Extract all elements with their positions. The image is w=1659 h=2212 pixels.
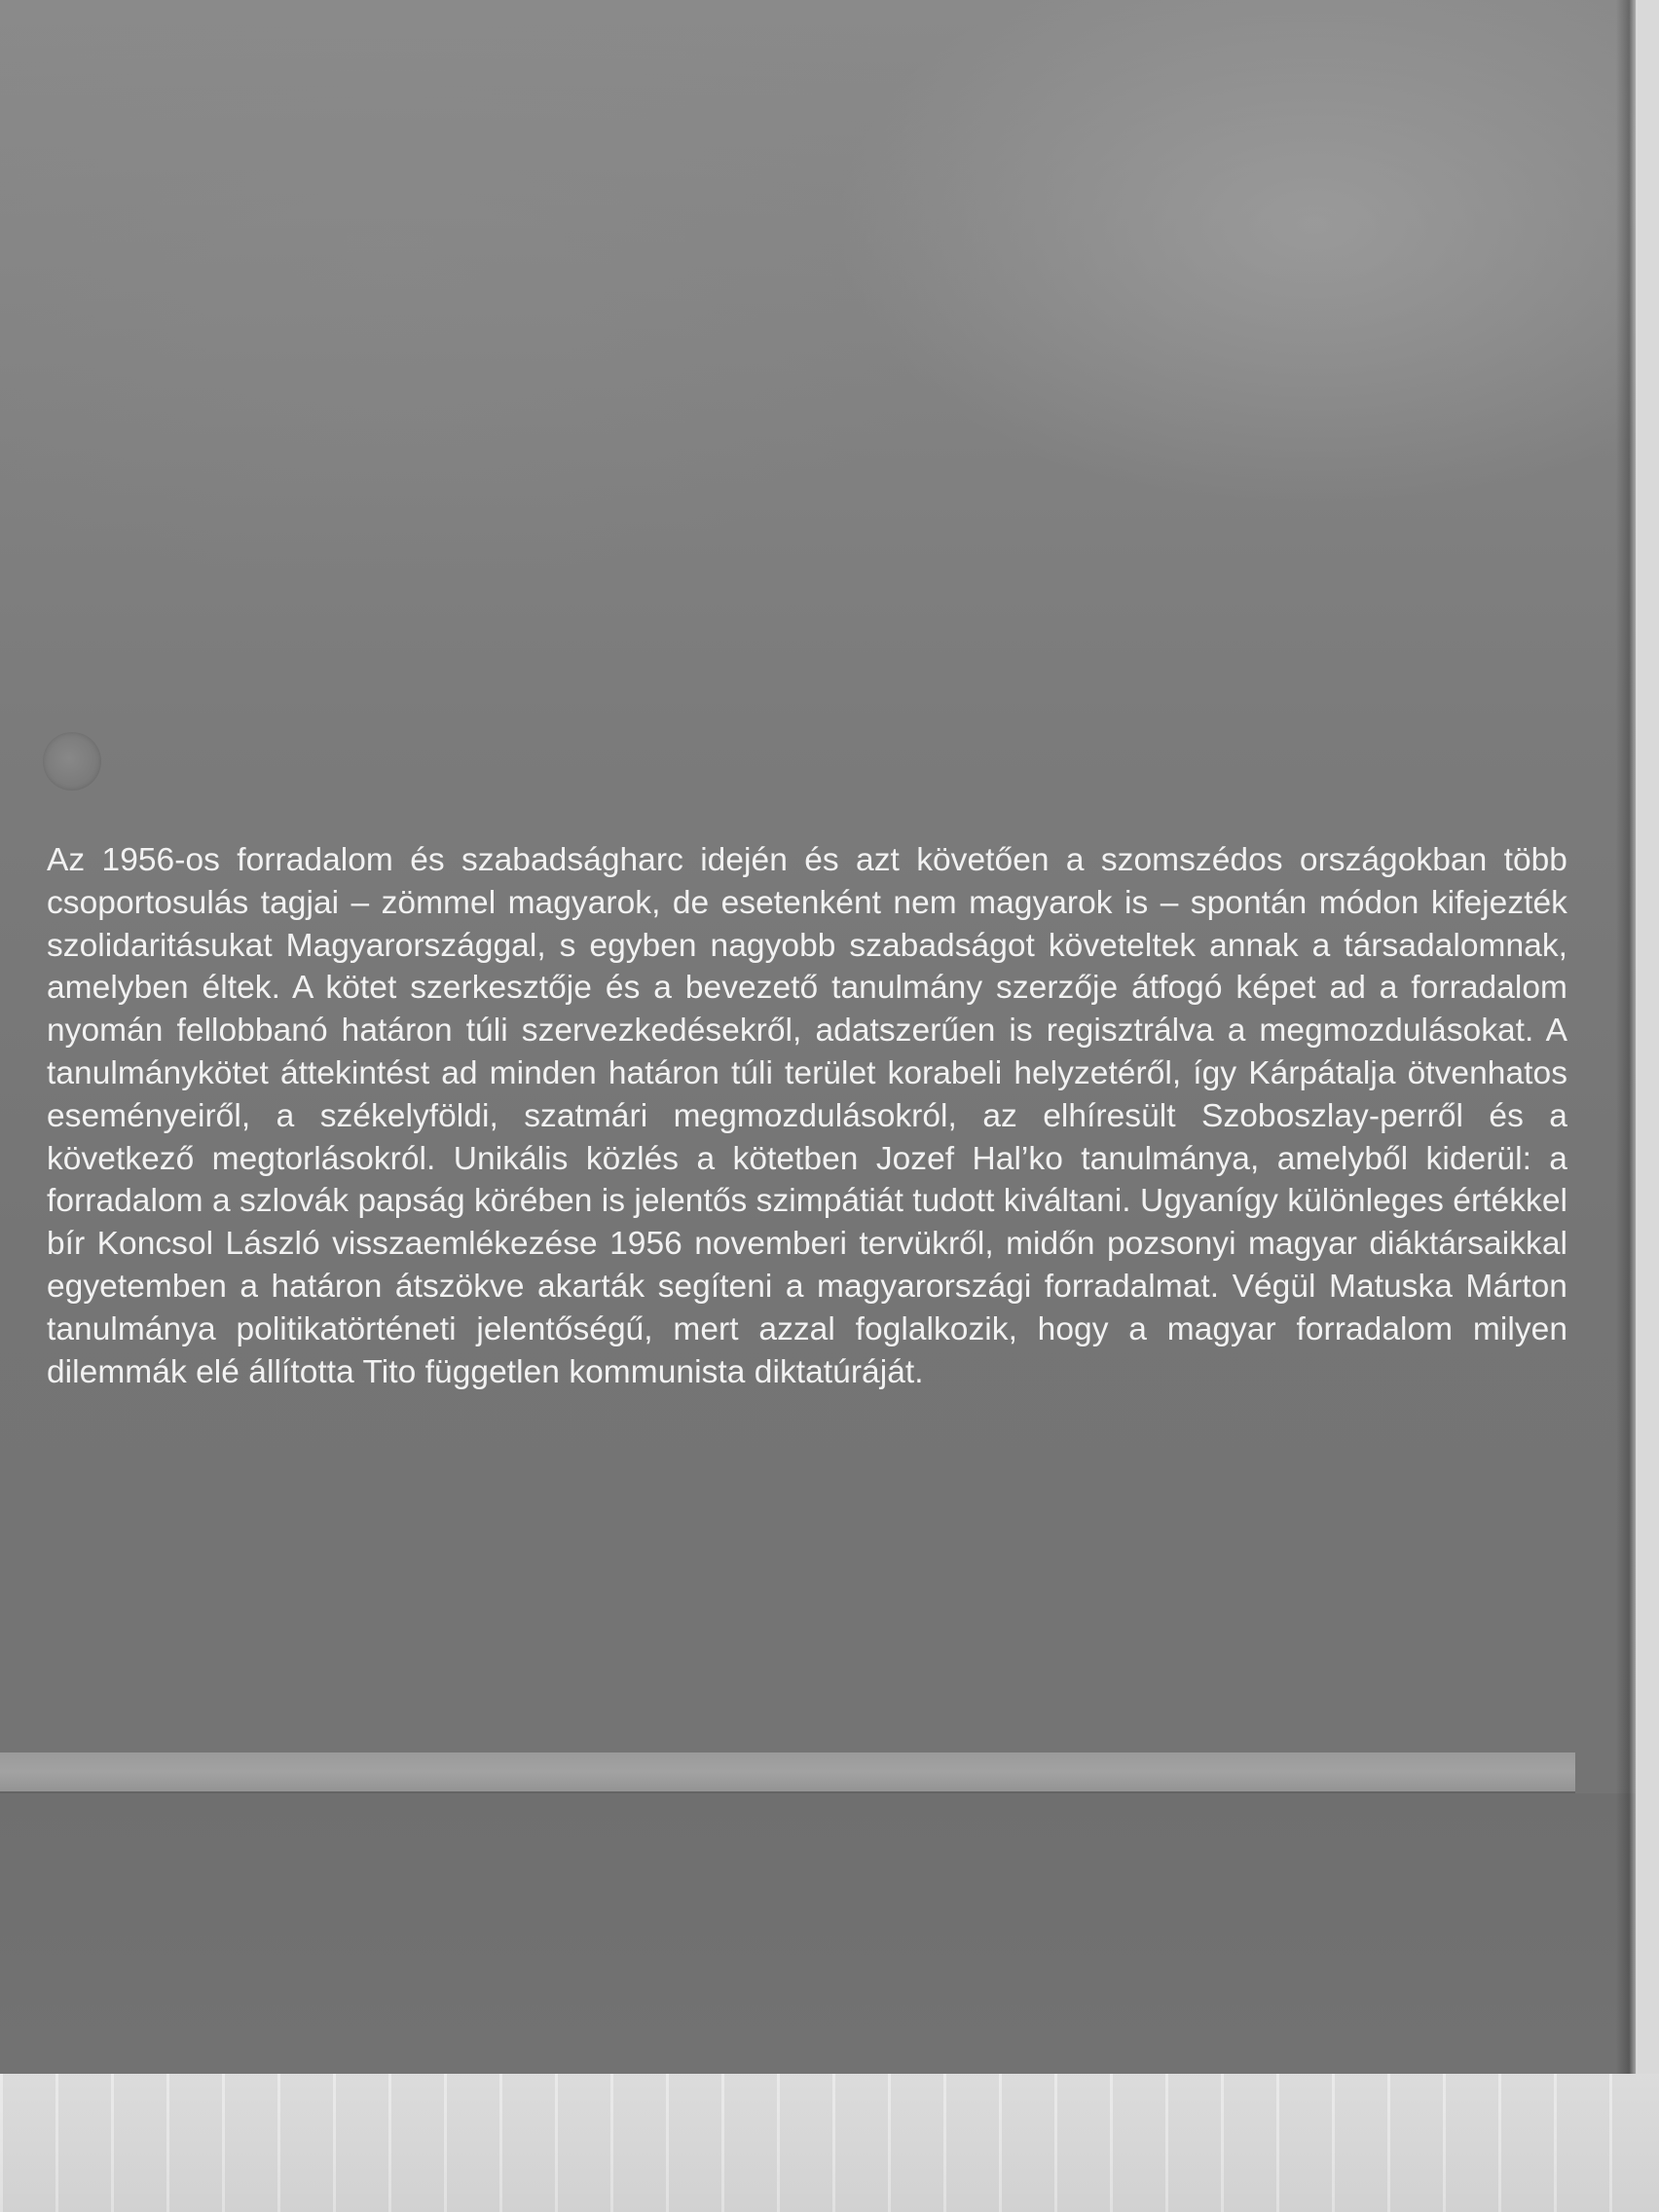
lower-cover-panel xyxy=(0,1793,1636,2074)
punch-hole-mark xyxy=(43,732,101,791)
table-surface xyxy=(0,2074,1659,2212)
cover-spine-edge xyxy=(1616,0,1638,2074)
decorative-stripe xyxy=(0,1752,1575,1791)
cover-blurb-text: Az 1956-os forradalom és szabadságharc idején és azt követően a szomszédos országokban több csoportosulás tagjai – zömmel magyarok, de esetenként nem magyarok is – spontán módon kifejezték szolidaritásukat Magyarországgal, s egyben nagyobb szabadságot követeltek annak a társadalomnak, amelyben éltek. A kötet szerkesztője és a bevezető tanulmány szerzője átfogó képet ad a forradalom nyomán fellobbanó határon túli szervezkedésekről, adatszerűen is regisztrálva a megmozdulásokat. A tanulmánykötet áttekintést ad minden határon túli terület korabeli helyzetéről, így Kárpátalja ötvenhatos eseményeiről, a székelyföldi, szatmári megmozdulásokról, az elhíresült Szoboszlay-perről és a következő megtorlásokról. Unikális közlés a kötetben Jozef Hal’ko tanulmánya, amelyből kiderül: a forradalom a szlovák papság körében is jelentős szimpátiát tudott kiváltani. Ugyanígy különleges értékkel bír Koncsol László visszaemlékezése 1956 novemberi tervükről, midőn pozsonyi magyar diáktársaikkal egyetemben a határon átszökve akarták segíteni a magyarországi forradalmat. Végül Matuska Márton tanulmánya politikatörténeti jelentőségű, mert azzal foglalkozik, hogy a magyar forradalom milyen dilemmák elé állította Tito független kommunista diktatúráját. xyxy=(47,842,1567,1390)
